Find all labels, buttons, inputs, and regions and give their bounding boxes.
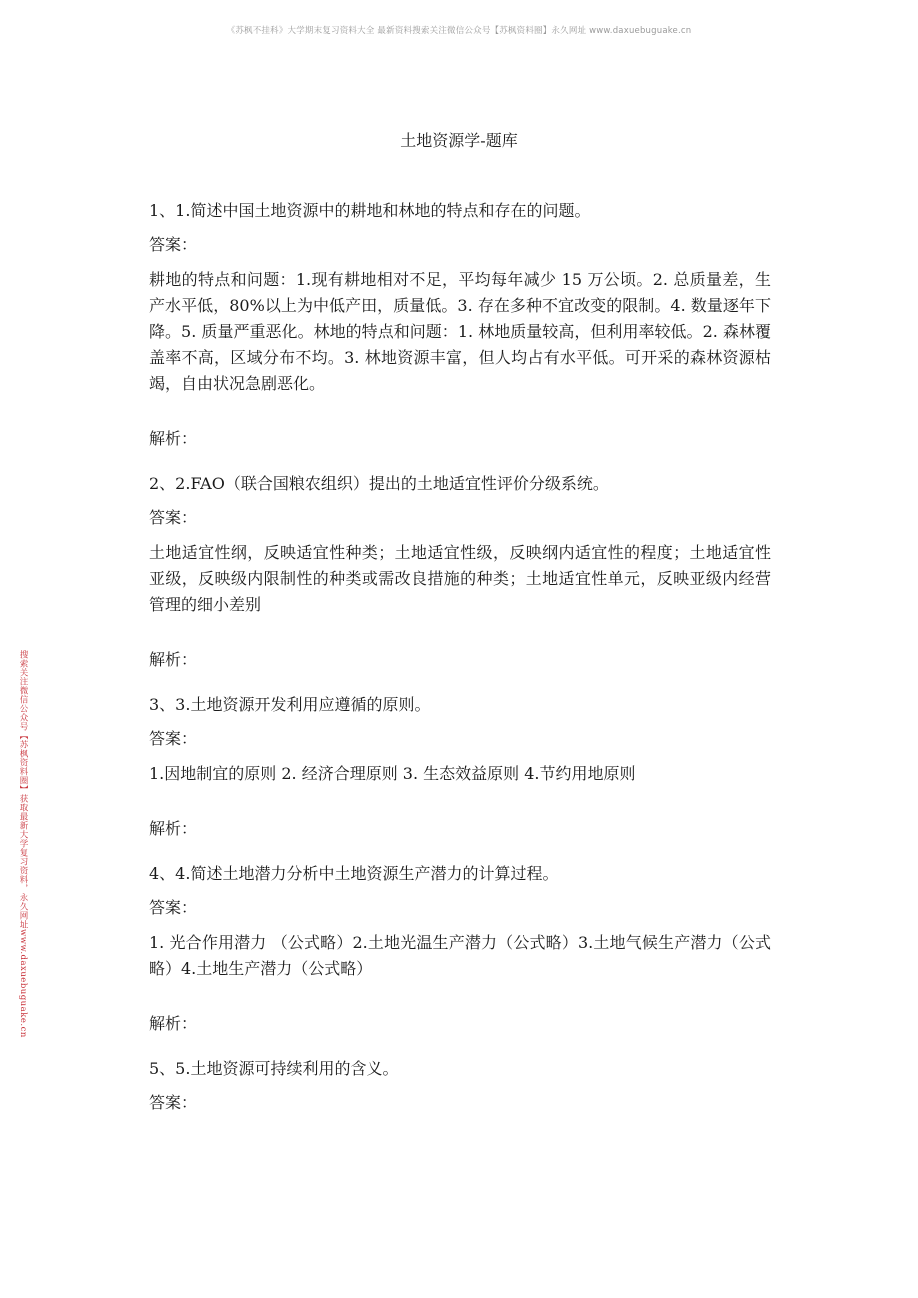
answer-text: 1.因地制宜的原则 2. 经济合理原则 3. 生态效益原则 4.节约用地原则 [149, 764, 636, 783]
answer-text: 耕地的特点和问题：1.现有耕地相对不足，平均每年减少 15 万公顷。2. 总质量差，生产水平低，80%以上为中低产田，质量低。3. 存在多种不宜改变的限制。4. 数量逐年下降。5. 质量严重恶化。林地的特点和问题：1. 林地质量较高，但利用率较低。2. 森林覆盖率不高，区域分布不均。3. 林地资源丰富，但人均占有水平低。可开采的森林资源枯竭，自由状况急剧恶化。 [149, 270, 771, 393]
answer-label: 答案： [149, 235, 198, 254]
answer-text: 土地适宜性纲，反映适宜性种类；土地适宜性级，反映纲内适宜性的程度；土地适宜性亚级，反映级内限制性的种类或需改良措施的种类；土地适宜性单元，反映亚级内经营管理的细小差别 [149, 543, 771, 614]
answer-text: 1. 光合作用潜力 （公式略）2.土地光温生产潜力（公式略）3.土地气候生产潜力（公式略）4.土地生产潜力（公式略） [149, 933, 771, 978]
question-item-5 [149, 1056, 771, 1116]
question-text: 3、3.土地资源开发利用应遵循的原则。 [149, 695, 431, 714]
answer-label: 答案： [149, 508, 198, 527]
document-title: 土地资源学-题库 [400, 131, 518, 150]
answer-label: 答案： [149, 898, 198, 917]
analysis-label: 解析： [149, 429, 198, 448]
side-watermark-note: 搜索关注微信公众号【苏枫资料圈】获取最新大学复习资料，永久网址www.daxuebuguake.cn [18, 650, 28, 1038]
question-item-3 [149, 692, 771, 842]
question-list [149, 198, 771, 1116]
question-text: 2、2.FAO（联合国粮农组织）提出的土地适宜性评价分级系统。 [149, 474, 609, 493]
analysis-label: 解析： [149, 819, 198, 838]
question-item-4 [149, 861, 771, 1037]
question-text: 4、4.简述土地潜力分析中土地资源生产潜力的计算过程。 [149, 864, 559, 883]
answer-label: 答案： [149, 1093, 198, 1112]
answer-label: 答案： [149, 729, 198, 748]
question-text: 1、1.简述中国土地资源中的耕地和林地的特点和存在的问题。 [149, 201, 591, 220]
question-text: 5、5.土地资源可持续利用的含义。 [149, 1059, 399, 1078]
analysis-label: 解析： [149, 1014, 198, 1033]
question-item-2 [149, 471, 771, 673]
analysis-label: 解析： [149, 650, 198, 669]
question-item-1 [149, 198, 771, 452]
header-watermark-note: 《苏枫不挂科》大学期末复习资料大全 最新资料搜索关注微信公众号【苏枫资料圈】永久网址 www.daxuebuguake.cn [226, 26, 692, 36]
